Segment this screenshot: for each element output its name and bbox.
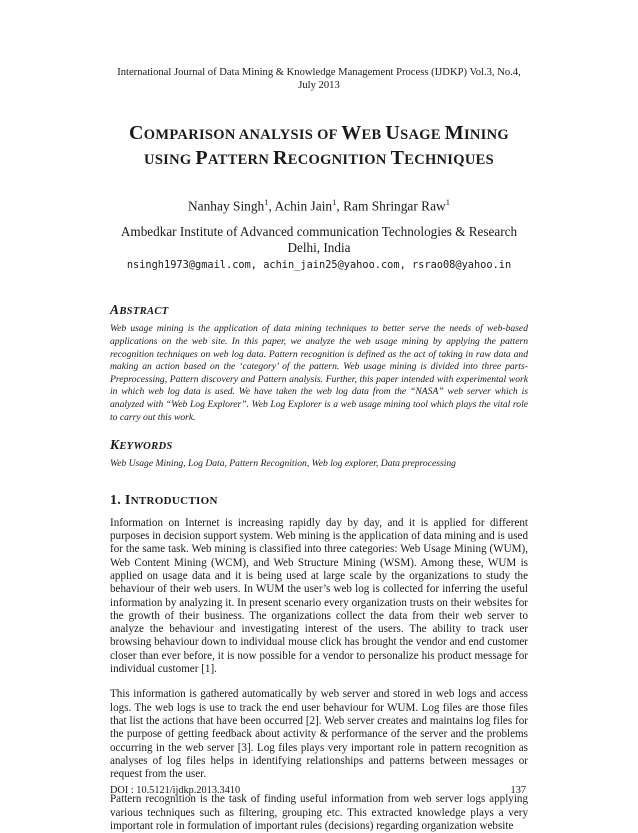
journal-header: International Journal of Data Mining & Knowledge Management Process (IJDKP) Vol.3, No.4, July 2013 (117, 67, 521, 91)
doi-label: DOI : 10.5121/ijdkp.2013.3410 (110, 785, 241, 796)
affiliation-mark: 1 (445, 197, 450, 207)
author-emails: nsingh1973@gmail.com, achin_jain25@yahoo.com, rsrao08@yahoo.in (126, 259, 512, 272)
author-name: Nanhay Singh (188, 198, 265, 214)
page-number: 137 (510, 785, 526, 796)
author-list: Nanhay Singh$^1$, Achin Jain$^1$, Ram Shringar Raw$^1$ (188, 197, 450, 214)
keywords-text: Web Usage Mining, Log Data, Pattern Recognition, Web log explorer, Data preprocessing (110, 458, 456, 470)
affiliation-mark: 1 (332, 197, 337, 207)
page-footer (110, 784, 526, 797)
affiliation-mark: 1 (264, 197, 269, 207)
intro-paragraph-3: Pattern recognition is the task of finding useful information from web server logs applying various techniques such as filtering, grouping etc. This extracted knowledge plays a very important role in formulation of important rules (decisions) regarding organization website (110, 793, 528, 833)
affiliation-institute: Ambedkar Institute of Advanced communication Technologies & Research (120, 224, 518, 240)
author-name: Ram Shringar Raw (343, 198, 446, 214)
paper-title (110, 122, 528, 172)
intro-paragraph-1: Information on Internet is increasing rapidly day by day, and it is applied for different purposes in decision support system. Web mining is the application of data mining and is used for the same task. Web mining is classified into three categories: Web Usage Mining (WUM), Web Content Mining (WCM), and Web Structure Mining (WSM). Among these, WUM is applied on usage data and it is being used at large scale by the organizations to study the behaviour of their web users. In WUM the user’s web log is collected for inferring the useful information by analyzing it. In present scenario every organization trusts on their websites for the growth of their business. The organizations collect the data from their web server to analyze the behaviour and investigating interest of the users. The ability to track user browsing behaviour down to individual mouse click has brought the vendor and end customer closer than ever before, it is now possible for a vendor to personalize his product message for individual customer [1]. (110, 516, 528, 676)
author-name: Achin Jain (274, 198, 333, 214)
intro-paragraph-2: This information is gathered automatically by web server and stored in web logs and access logs. The web logs is use to track the end user behaviour for WUM. Log files are those files that list the actions that have been occurred [2]. Web server creates and maintains log files for the purpose of getting feedback about activity & performance of the server and the problems occurring in the web server [3]. Log files plays very important role in pattern recognition as analyses of log files helps in identifying relationships and patterns between messages or request from the user. (110, 688, 528, 781)
title-line-2: USING PATTERN RECOGNITION TECHNIQUES (144, 147, 494, 169)
title-line-1: COMPARISON ANALYSIS OF WEB USAGE MINING (129, 122, 509, 144)
introduction-heading: 1. INTRODUCTION (110, 492, 218, 508)
keywords-heading: KEYWORDS (110, 437, 173, 453)
abstract-heading: ABSTRACT (110, 302, 169, 318)
affiliation-location: Delhi, India (287, 240, 351, 256)
abstract-text: Web usage mining is the application of data mining techniques to better serve the needs of web-based applications on the web site. In this paper, we analyze the web usage mining by applying the pattern recognition techniques on web log data. Pattern recognition is defined as the act of taking in raw data and making an action based on the ‘category’ of the pattern. Web usage mining is divided into three parts- Preprocessing, Pattern discovery and Pattern analysis. Further, this paper intended with experimental work in which web log data is used. We have taken the web log data from the “NASA” web server which is analyzed with “Web Log Explorer”. Web Log Explorer is a web usage mining tool which plays the vital role to carry out this work. (110, 323, 528, 423)
